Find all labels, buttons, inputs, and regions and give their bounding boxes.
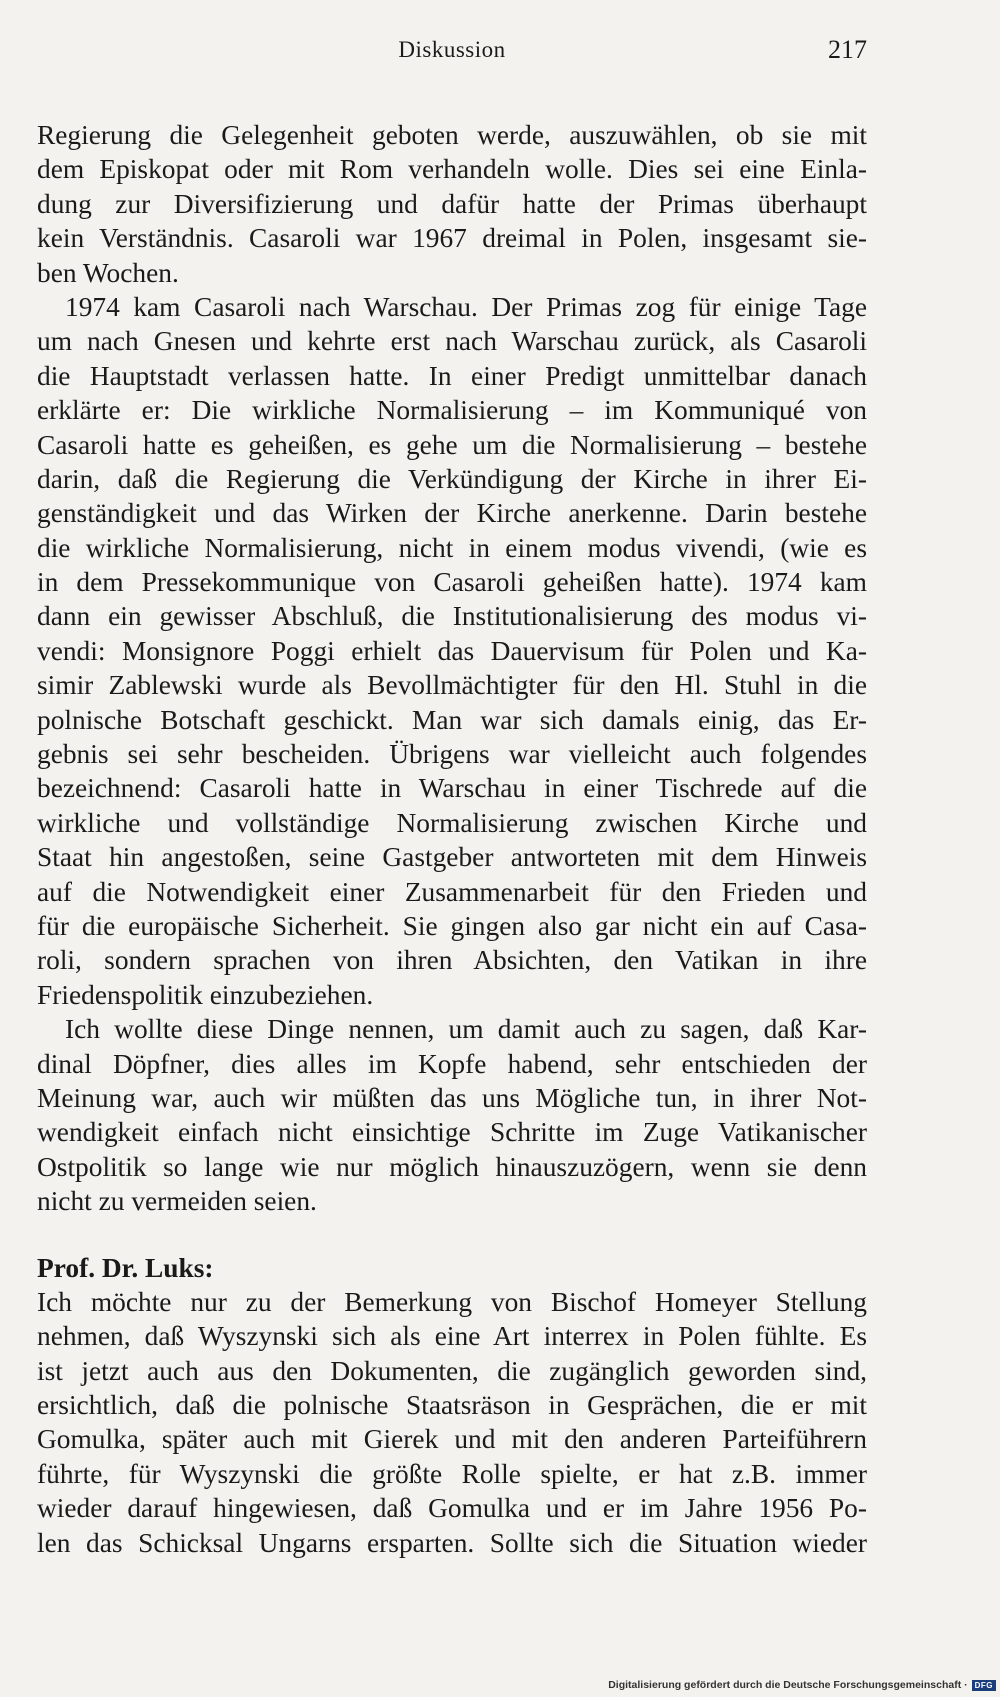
text-line: Ich möchte nur zu der Bemerkung von Bischof Homeyer Stellung [37, 1286, 867, 1317]
text-line: bezeichnend: Casaroli hatte in Warschau in einer Tischrede auf die [37, 773, 867, 804]
text-line: ben Wochen. [37, 257, 179, 288]
text-line: vendi: Monsignore Poggi erhielt das Dauervisum für Polen und Ka- [37, 635, 867, 666]
text-line: ersichtlich, daß die polnische Staatsräson in Gesprächen, die er mit [37, 1390, 867, 1421]
text-line: 1974 kam Casaroli nach Warschau. Der Primas zog für einige Tage [65, 291, 867, 322]
text-line: darin, daß die Regierung die Verkündigung der Kirche in ihrer Ei- [37, 463, 867, 494]
running-head [37, 0, 867, 90]
body-text [37, 118, 867, 1560]
text-line: um nach Gnesen und kehrte erst nach Warschau zurück, als Casaroli [37, 326, 867, 357]
text-line: ist jetzt auch aus den Dokumenten, die zugänglich geworden sind, [37, 1355, 867, 1386]
credit-text: Digitalisierung gefördert durch die Deutsche Forschungsgemeinschaft · [608, 1679, 968, 1691]
text-line: dann ein gewisser Abschluß, die Institutionalisierung des modus vi- [37, 601, 867, 632]
text-line: in dem Pressekommunique von Casaroli geheißen hatte). 1974 kam [37, 567, 867, 598]
text-line: für die europäische Sicherheit. Sie gingen also gar nicht ein auf Casa- [37, 910, 867, 941]
text-line: Gomulka, später auch mit Gierek und mit den anderen Parteiführern [37, 1424, 867, 1455]
text-line: len das Schicksal Ungarns ersparten. Sollte sich die Situation wieder [37, 1527, 867, 1558]
text-line: Friedenspolitik einzubeziehen. [37, 979, 374, 1010]
text-line: dem Episkopat oder mit Rom verhandeln wolle. Dies sei eine Einla- [37, 154, 867, 185]
text-line: nicht zu vermeiden seien. [37, 1186, 317, 1217]
digitization-credit [608, 1679, 996, 1691]
text-line: polnische Botschaft geschickt. Man war sich damals einig, das Er- [37, 704, 867, 735]
text-line: auf die Notwendigkeit einer Zusammenarbeit für den Frieden und [37, 876, 867, 907]
page-number: 217 [828, 35, 867, 64]
text-line: Regierung die Gelegenheit geboten werde, auszuwählen, ob sie mit [37, 120, 867, 150]
text-line: gebnis sei sehr bescheiden. Übrigens war vielleicht auch folgendes [37, 739, 867, 770]
text-line: Staat hin angestoßen, seine Gastgeber antworteten mit dem Hinweis [37, 842, 867, 873]
text-line: genständigkeit und das Wirken der Kirche anerkenne. Darin bestehe [37, 498, 867, 529]
speaker-heading: Prof. Dr. Luks: [37, 1252, 214, 1283]
text-line: simir Zablewski wurde als Bevollmächtigter für den Hl. Stuhl in die [37, 670, 867, 701]
text-line: führte, für Wyszynski die größte Rolle spielte, er hat z.B. immer [37, 1458, 867, 1489]
running-title: Diskussion [398, 37, 506, 62]
dfg-logo-icon: DFG [972, 1680, 996, 1691]
section-gap [37, 1219, 867, 1251]
text-line: Meinung war, auch wir müßten das uns Mögliche tun, in ihrer Not- [37, 1082, 867, 1113]
text-line: Ich wollte diese Dinge nennen, um damit auch zu sagen, daß Kar- [65, 1014, 867, 1045]
text-line: roli, sondern sprachen von ihren Absichten, den Vatikan in ihre [37, 945, 867, 976]
text-line: Ostpolitik so lange wie nur möglich hinauszuzögern, wenn sie denn [37, 1151, 867, 1182]
text-line: Casaroli hatte es geheißen, es gehe um die Normalisierung – bestehe [37, 429, 867, 460]
text-line: nehmen, daß Wyszynski sich als eine Art interrex in Polen fühlte. Es [37, 1321, 867, 1352]
text-line: die wirkliche Normalisierung, nicht in einem modus vivendi, (wie es [37, 532, 867, 563]
text-line: dinal Döpfner, dies alles im Kopfe habend, sehr entschieden der [37, 1048, 867, 1079]
text-line: wendigkeit einfach nicht einsichtige Schritte im Zuge Vatikanischer [37, 1117, 867, 1148]
text-line: die Hauptstadt verlassen hatte. In einer Predigt unmittelbar danach [37, 360, 867, 391]
text-line: kein Verständnis. Casaroli war 1967 dreimal in Polen, insgesamt sie- [37, 223, 867, 254]
text-line: erklärte er: Die wirkliche Normalisierung – im Kommuniqué von [37, 395, 867, 426]
text-line: wieder darauf hingewiesen, daß Gomulka und er im Jahre 1956 Po- [37, 1493, 867, 1524]
text-line: dung zur Diversifizierung und dafür hatte der Primas überhaupt [37, 188, 867, 219]
text-line: wirkliche und vollständige Normalisierung zwischen Kirche und [37, 807, 867, 838]
book-page [37, 0, 867, 1558]
